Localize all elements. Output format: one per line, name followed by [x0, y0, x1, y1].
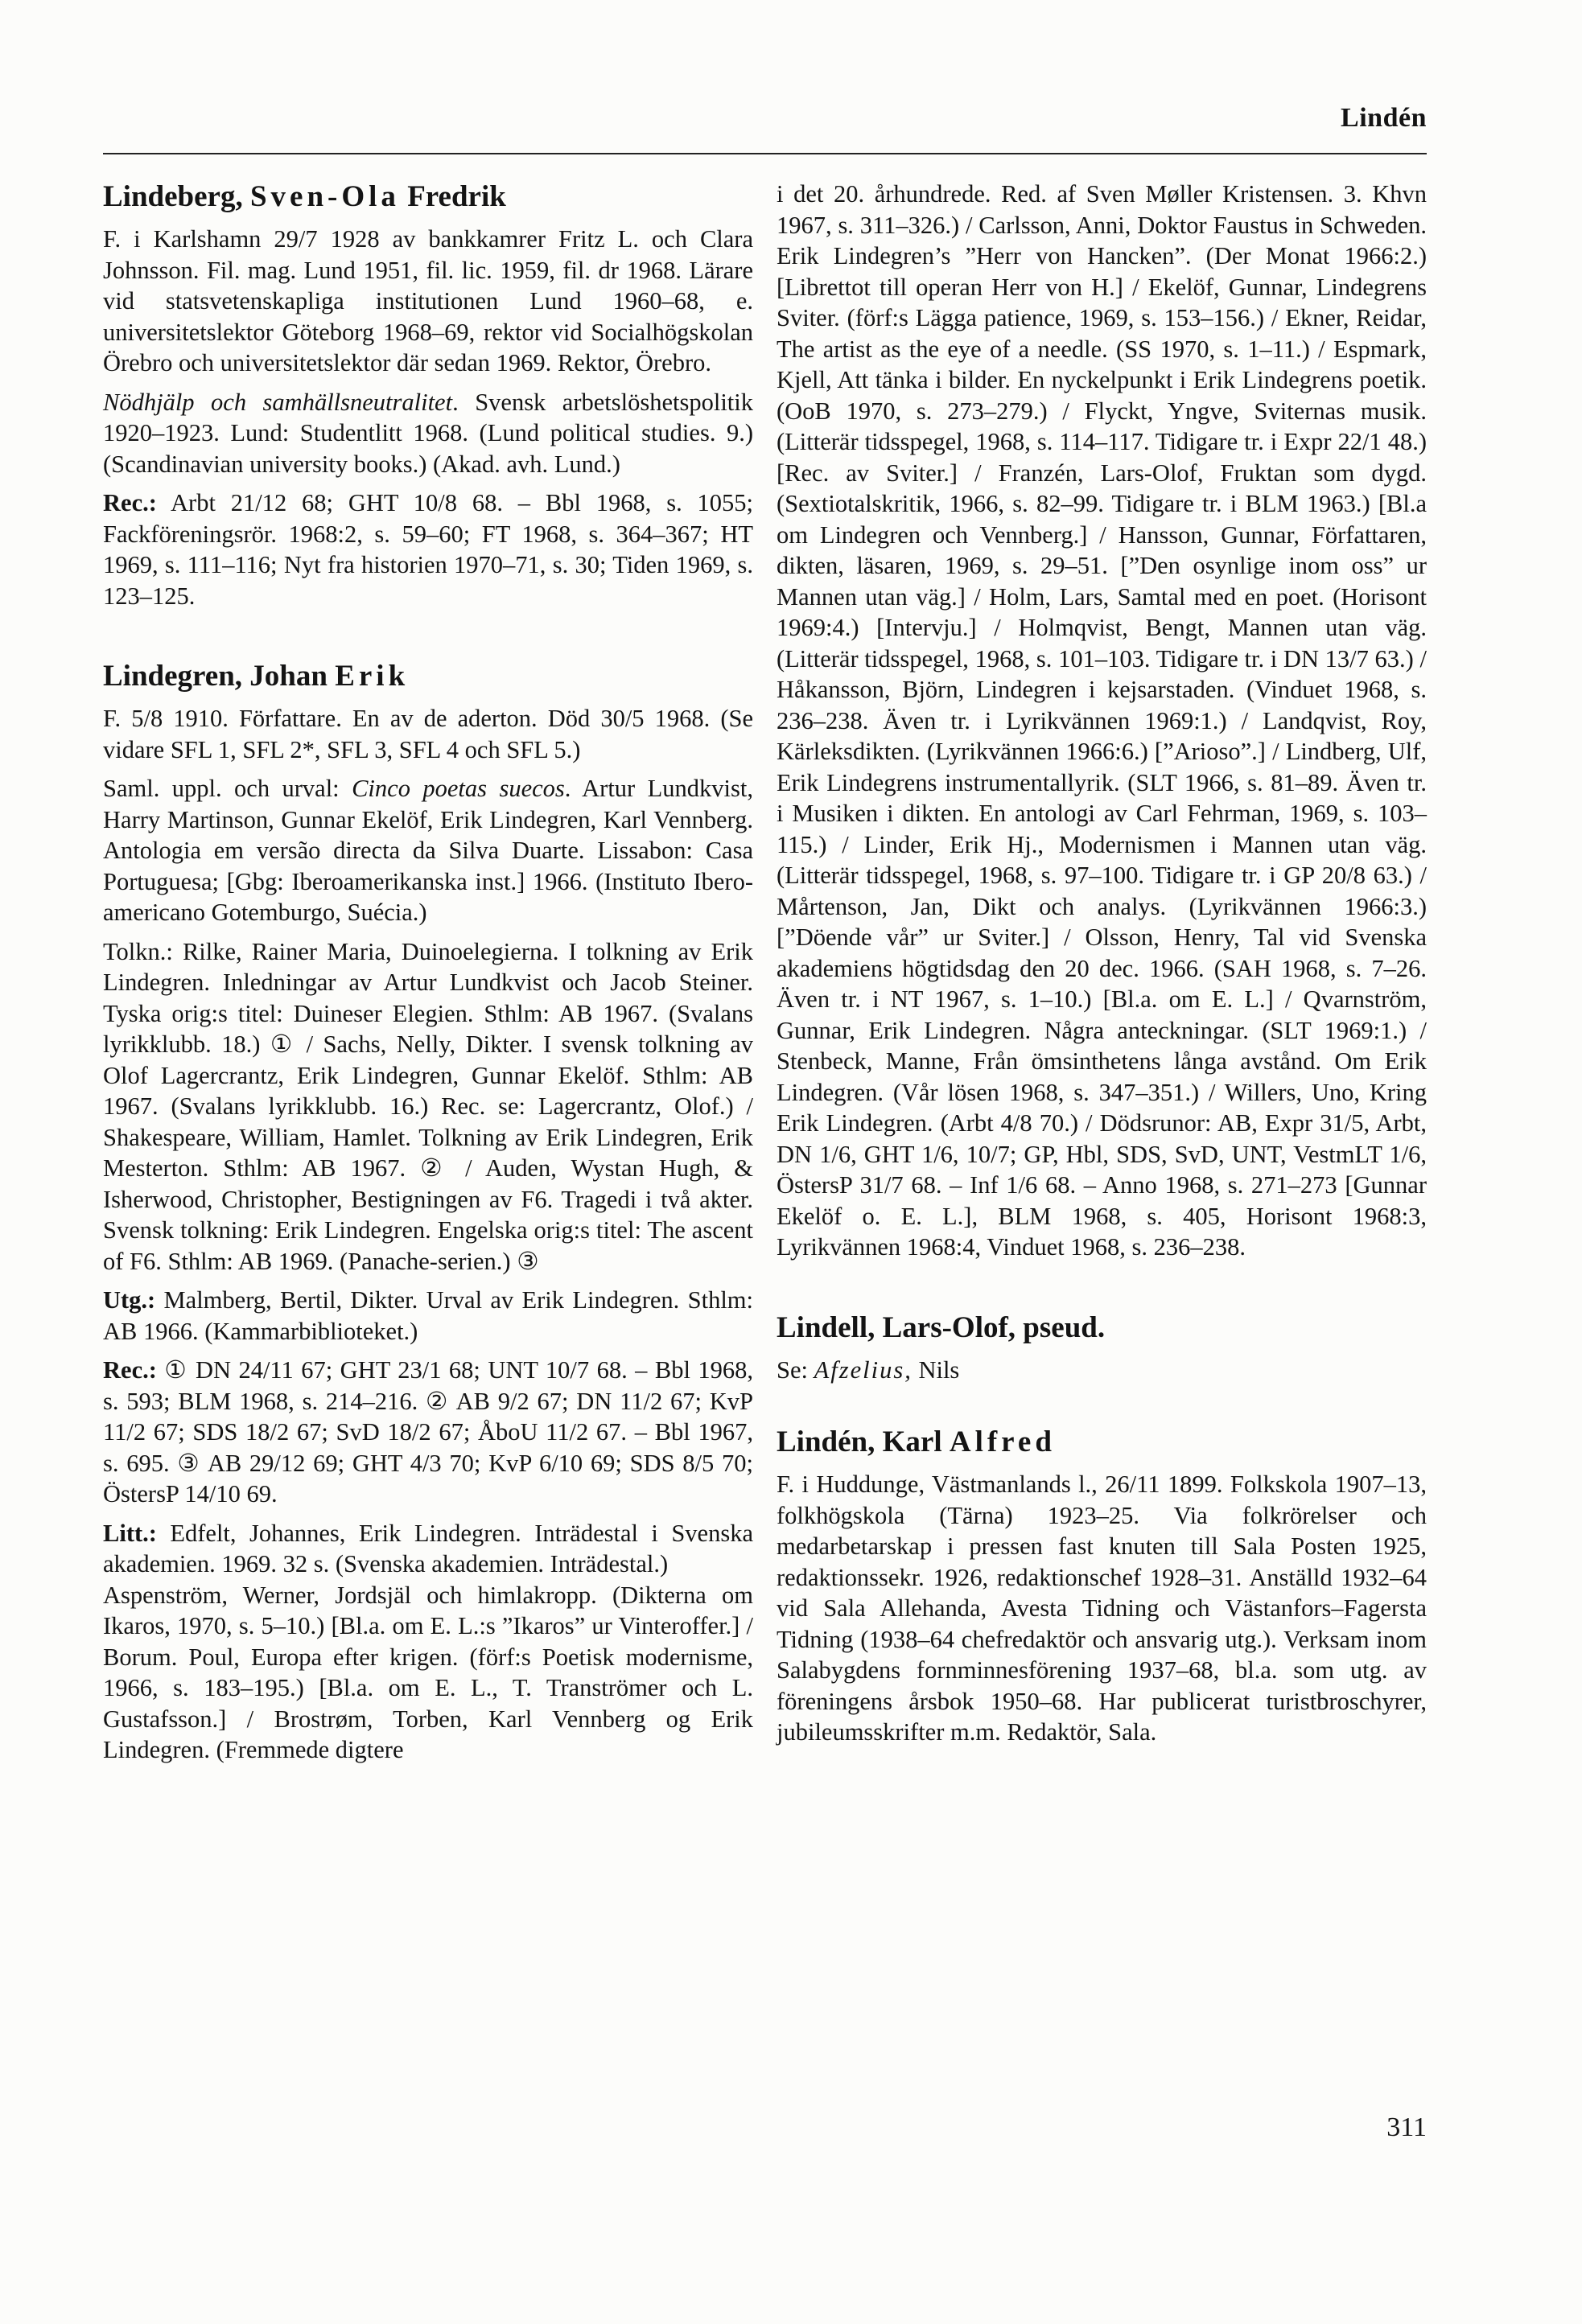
entry-literature-continued: i det 20. århundrede. Red. af Sven Møller Kristensen. 3. Khvn 1967, s. 311–326.) / Carlsson, Anni, Doktor Faustus in Schweden. Erik Lindegren’s ”Herr von Hancken”. (Der Monat 1966:2.) [Librettot till operan Herr von H.] / Ekelöf, Gunnar, Lindegrens Sviter. (förf:s Lägga patience, 1969, s. 153–156.) / Ekner, Reidar, The artist as the eye of a needle. (SS 1970, s. 1–11.) / Espmark, Kjell, Att tänka i bilder. En nyckelpunkt i Erik Lindegrens poetik. (OoB 1970, s. 273–279.) / Flyckt, Yngve, Sviternas musik. (Litterär tidsspegel, 1968, s. 114–117. Tidigare tr. i Expr 22/1 48.) [Rec. av Sviter.] / Franzén, Lars-Olof, Fruktan som dygd. (Sextiotalskritik, 1966, s. 82–99. Tidigare tr. i BLM 1963.) [Bl.a om Lindegren och Vennberg.] / Hansson, Gunnar, Författaren, dikten, läsaren, 1969, s. 29–51. [”Den osynlige inom oss” ur Mannen utan väg.] / Holm, Lars, Samtal med en poet. (Horisont 1969:4.) [Intervju.] / Holmqvist, Bengt, Mannen utan väg. (Litterär tidsspegel, 1968, s. 101–103. Tidigare tr. i DN 13/7 63.) / Håkansson, Björn, Lindegren i kejsarstaden. (Vinduet 1968, s. 236–238. Även tr. i Lyrikvännen 1969:1.) / Landqvist, Roy, Kärleksdikten. (Lyrikvännen 1966:6.) [”Arioso”.] / Lindberg, Ulf, Erik Lindegrens instrumentallyrik. (SLT 1966, s. 81–89. Även tr. i Musiken i dikten. En antologi av Carl Fehrman, 1969, s. 103–115.) / Linder, Erik Hj., Modernismen i Mannen utan väg. (Litterär tidsspegel, 1968, s. 97–100. Tidigare tr. i GP 20/8 63.) / Mårtenson, Jan, Dikt och analys. (Lyrikvännen 1966:3.) [”Döende vår” ur Sviter.] / Olsson, Henry, Tal vid Svenska akademiens högtidsdag den 20 dec. 1966. (SAH 1968, s. 7–26. Även tr. i NT 1967, s. 1–10.) [Bl.a. om E. L.] / Qvarnström, Gunnar, Erik Lindegren. Några anteckningar. (SLT 1969:1.) / Stenbeck, Manne, Från ömsinthetens långa avstånd. Om Erik Lindegren. (Vår lösen 1968, s. 347–351.) / Willers, Uno, Kring Erik Lindegren. (Arbt 4/8 70.) / Dödsrunor: AB, Expr 31/5, Arbt, DN 1/6, GHT 1/6, 10/7; GP, Hbl, SDS, SvD, UNT, VestmLT 1/6, ÖstersP 31/7 68. – Inf 1/6 68. – Anno 1968, s. 271–273 [Gunnar Ekelöf o. E. L.], BLM 1968, s. 405, Horisont 1968:3, Lyrikvännen 1968:4, Vinduet 1968, s. 236–238. [777, 180, 1427, 1261]
header-rule [103, 153, 1427, 154]
entry-bio: F. i Karlshamn 29/7 1928 av bankkamrer Fritz L. och Clara Johnsson. Fil. mag. Lund 1951, fil. lic. 1959, fil. dr 1968. Lärare vid statsvetenskapliga institutionen Lund 1960–68, e. universitetslektor Göteborg 1968–69, rektor vid Socialhögskolan Örebro och universitetslektor där sedan 1969. Rektor, Örebro. [103, 225, 753, 376]
entry-reviews: Rec.: ① DN 24/11 67; GHT 23/1 68; UNT 10/7 68. – Bbl 1968, s. 593; BLM 1968, s. 214–216. ② AB 9/2 67; DN 11/2 67; KvP 11/2 67; SDS 18/2 67; SvD 18/2 67; ÅboU 11/2 67. – Bbl 1967, s. 695. ③ AB 29/12 69; GHT 4/3 70; KvP 6/10 69; SDS 8/5 70; ÖstersP 14/10 69. [103, 1356, 753, 1508]
entry-literature: Litt.: Edfelt, Johannes, Erik Lindegren. Inträdestal i Svenska akademien. 1969. 32 s. (Svenska akademien. Inträdestal.) [103, 1519, 753, 1577]
entry-see-reference: Se: Afzelius, Nils [777, 1355, 960, 1384]
entry-bio: F. i Huddunge, Västmanlands l., 26/11 1899. Folkskola 1907–13, folkhögskola (Tärna) 1923–25. Via folkrörelser och medarbetarskap i pressen fast knuten till Sala Posten 1925, redaktionssekr. 1926, redaktionschef 1928–31. Anställd 1932–64 vid Sala Allehanda, Avesta Tidning och Västanfors–Fagersta Tidning (1938–64 chefredaktör och ansvarig utg.). Verksam inom Salabygdens fornminnesförening 1937–68, bl.a. som utg. av föreningens årsbok 1950–68. Har publicerat turistbroschyrer, jubileumsskrifter m.m. Redaktör, Sala. [777, 1470, 1427, 1746]
entry-heading-linden: Lindén, Karl Alfred [777, 1425, 1056, 1458]
entry-editions: Utg.: Malmberg, Bertil, Dikter. Urval av Erik Lindegren. Sthlm: AB 1966. (Kammarbiblioteket.) [103, 1286, 753, 1345]
entry-translations: Tolkn.: Rilke, Rainer Maria, Duinoelegierna. I tolkning av Erik Lindegren. Inledningar av Artur Lundkvist och Jacob Steiner. Tyska orig:s titel: Duineser Elegien. Sthlm: AB 1967. (Svalans lyrikklubb. 18.) ① / Sachs, Nelly, Dikter. I svensk tolkning av Olof Lagercrantz, Erik Lindegren, Gunnar Ekelöf. Sthlm: AB 1967. (Svalans lyrikklubb. 16.) Rec. se: Lagercrantz, Olof.) / Shakespeare, William, Hamlet. Tolkning av Erik Lindegren, Erik Mesterton. Sthlm: AB 1967. ② / Auden, Wystan Hugh, & Isherwood, Christopher, Bestigningen av F6. Tragedi i två akter. Svensk tolkning: Erik Lindegren. Engelska orig:s titel: The ascent of F6. Sthlm: AB 1969. (Panache-serien.) ③ [103, 937, 753, 1275]
entry-literature-continued: Aspenström, Werner, Jordsjäl och himlakropp. (Dikterna om Ikaros, 1970, s. 5–10.) [Bl.a. om E. L.:s ”Ikaros” ur Vinteroffer.] / Borum. Poul, Europa efter krigen. (förf:s Poetisk modernisme, 1966, s. 183–195.) [Bl.a. om E. L., T. Tranströmer och L. Gustafsson.] / Brostrøm, Torben, Karl Vennberg og Erik Lindegren. (Fremmede digtere [103, 1581, 753, 1763]
running-title: Lindén [1341, 103, 1427, 133]
entry-collected-works: Saml. uppl. och urval: Cinco poetas suecos. Artur Lundkvist, Harry Martinson, Gunnar Ekelöf, Erik Lindegren, Karl Vennberg. Antologia em versão directa da Silva Duarte. Lissabon: Casa Portuguesa; [Gbg: Iberoamerikanska inst.] 1966. (Instituto Ibero-americano Gotemburgo, Suécia.) [103, 775, 753, 926]
right-column [777, 179, 1427, 1756]
entry-heading-lindell: Lindell, Lars-Olof, pseud. [777, 1310, 1106, 1344]
entry-heading-lindeberg: Lindeberg, Sven-Ola Fredrik [103, 180, 506, 213]
entry-work: Nödhjälp och samhällsneutralitet. Svensk arbetslöshetspolitik 1920–1923. Lund: Studentlitt 1968. (Lund political studies. 9.) (Scandinavian university books.) (Akad. avh. Lund.) [103, 388, 753, 478]
page-number: 311 [1386, 2112, 1427, 2142]
left-column [103, 179, 753, 1774]
entry-reviews: Rec.: Arbt 21/12 68; GHT 10/8 68. – Bbl 1968, s. 1055; Fackföreningsrör. 1968:2, s. 59–60; FT 1968, s. 364–367; HT 1969, s. 111–116; Nyt fra historien 1970–71, s. 30; Tiden 1969, s. 123–125. [103, 489, 753, 610]
entry-bio: F. 5/8 1910. Författare. En av de aderton. Död 30/5 1968. (Se vidare SFL 1, SFL 2*, SFL 3, SFL 4 och SFL 5.) [103, 705, 753, 763]
entry-heading-lindegren: Lindegren, Johan Erik [103, 660, 410, 693]
